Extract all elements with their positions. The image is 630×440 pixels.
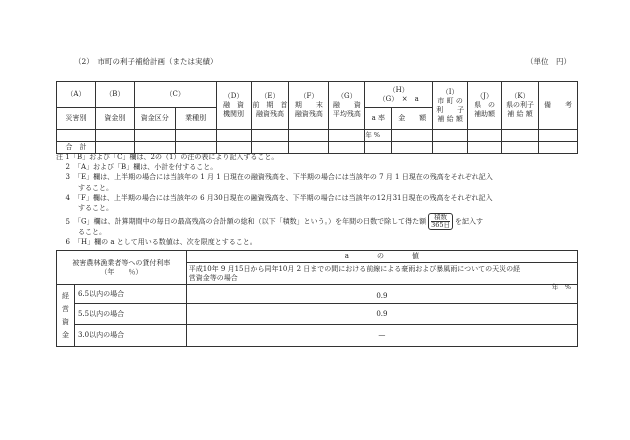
col-k-header: （K） 県の利子 補 給 額 [502,82,539,130]
col-c-header: （C） [134,82,216,108]
data-cell [95,130,134,142]
col-g-header: （G） 融 資 平均残高 [329,82,365,130]
management-fund-label: 経 営 資 金 [57,285,75,347]
data-cell [251,130,289,142]
rate-row-label: 6.5以内の場合 [74,285,186,304]
interest-subsidy-table [56,81,578,154]
note-item: 5 「G」欄は、計算期間中の毎日の最高残高の合計額の総和（以下「積数」という。）を年間の日数で除して得た額 $\frac{\text{積数}}{\text{365日}}$ を記入す [65,213,484,230]
industry-header: 業種別 [175,108,216,130]
percent-unit: 年 % [365,130,392,142]
amount-header: 金 額 [392,108,433,130]
note-item: 2 「A」および「B」欄は、小計を付すること。 [65,163,218,172]
col-a-header: （A） [57,82,96,108]
rate-row-value: 年 % 0.9 [186,285,577,304]
total-label: 合 計 [57,142,96,154]
rate-unit: 年 % [551,283,571,291]
data-cell [433,130,468,142]
fund-category-header: 資金区分 [134,108,175,130]
col-j-header: （J） 県 の 補助額 [468,82,502,130]
note-item: 3 「E」欄は、上半期の場合には当該年の 1 月 1 日現在の融資残高を、下半期の場合には当該年の 7 月 1 日現在の残高をそれぞれ記入 [65,173,493,182]
a-rate-header: a 率 [365,108,392,130]
fraction-box: $\frac{\text{積数}}{\text{365日}}$ [428,213,453,230]
data-cell [502,130,539,142]
note-item: 4 「F」欄は、上半期の場合には当該年の 6 月30日現在の融資残高を、下半期の場合には当該年の12月31日現在の残高をそれぞれ記入 [65,193,493,202]
rate-row-value: 0.9 [186,304,577,325]
disaster-description: 平成10年 9 月15日から同年10月 2 日までの間における前線による豪雨および暴風雨についての天災の経 営資金等の場合 [186,263,577,285]
rate-limit-table [56,250,578,347]
data-cell [538,130,577,142]
notes-list [56,152,576,248]
data-cell [329,130,365,142]
rate-row-label: 3.0以内の場合 [74,325,186,347]
col-e-header: （E） 前 期 首 融資残高 [251,82,289,130]
section-title: （2） 市町の利子補給計画（または実績） [74,57,218,66]
col-d-header: （D） 融 資 機関別 [216,82,251,130]
note-item: 注 1「B」および「C」欄は、2の（1）の注の表により記入すること。 [56,153,279,161]
note-item: 6 「H」欄の a として用いる数値は、次を限度とすること。 [65,238,257,247]
data-cell [175,130,216,142]
loan-rate-header: 被害農林漁業者等への貸付利率 （年 ％） [57,251,187,285]
remarks-header: 備 考 [538,82,577,130]
data-cell [392,130,433,142]
disaster-type-header: 災害別 [57,108,96,130]
note-item: すること。 [78,183,113,192]
rate-row-value: — [186,325,577,347]
col-b-header: （B） [95,82,134,108]
col-h-header: （H） （G） × a [365,82,433,108]
note-item: すること。 [78,204,113,213]
data-cell [57,130,96,142]
data-cell [289,130,329,142]
data-cell [134,130,175,142]
fund-type-header: 資金別 [95,108,134,130]
note-item: ること。 [78,228,106,237]
rate-row-label: 5.5以内の場合 [74,304,186,325]
col-f-header: （F） 期 末 融資残高 [289,82,329,130]
a-value-header: a の 値 [186,251,577,263]
data-cell [468,130,502,142]
col-i-header: （I） 市 町 の 利 子 補 給 額 [433,82,468,130]
data-cell [216,130,251,142]
unit-label: （単位 円） [526,57,571,66]
